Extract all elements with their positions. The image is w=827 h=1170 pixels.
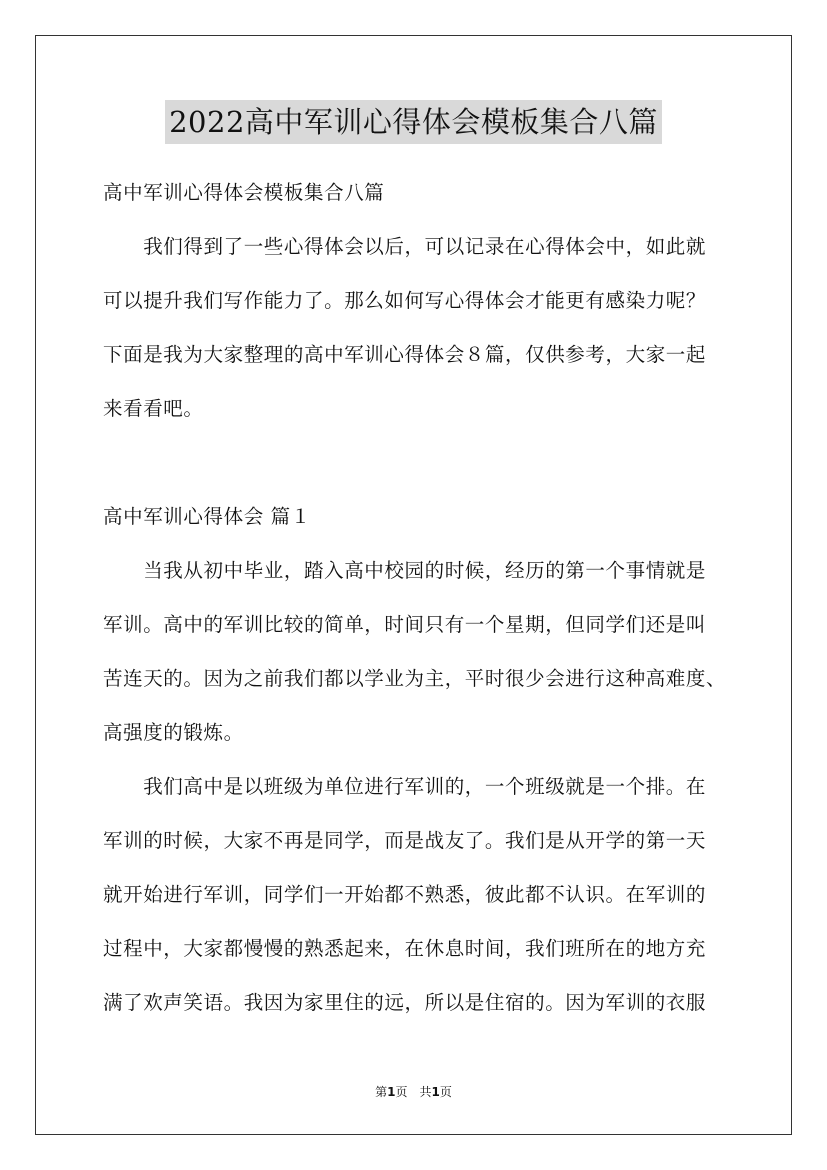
paragraph-line: 过程中，大家都慢慢的熟悉起来，在休息时间，我们班所在的地方充 xyxy=(103,937,707,960)
blank-line xyxy=(103,436,728,490)
paragraph-line: 下面是我为大家整理的高中军训心得体会８篇，仅供参考，大家一起 xyxy=(103,343,707,366)
section-heading: 高中军训心得体会 篇１ xyxy=(103,505,311,528)
subtitle: 高中军训心得体会模板集合八篇 xyxy=(103,181,385,204)
paragraph-line: 军训。高中的军训比较的简单，时间只有一个星期，但同学们还是叫 xyxy=(103,613,707,636)
page-footer xyxy=(0,1082,827,1102)
paragraph-line: 就开始进行军训，同学们一开始都不熟悉，彼此都不认识。在军训的 xyxy=(103,883,707,906)
document-body xyxy=(103,166,728,1030)
title-wrap xyxy=(0,100,827,144)
paragraph-line: 我们得到了一些心得体会以后，可以记录在心得体会中，如此就 xyxy=(103,235,707,258)
document-title: 2022高中军训心得体会模板集合八篇 xyxy=(165,100,662,144)
paragraph-line: 可以提升我们写作能力了。那么如何写心得体会才能更有感染力呢？ xyxy=(103,289,707,312)
paragraph-line: 满了欢声笑语。我因为家里住的远，所以是住宿的。因为军训的衣服 xyxy=(103,991,707,1014)
footer-prefix: 第 xyxy=(375,1085,388,1099)
paragraph-line: 当我从初中毕业，踏入高中校园的时候，经历的第一个事情就是 xyxy=(103,559,707,582)
footer-suffix: 页 xyxy=(439,1085,452,1099)
footer-mid: 页 共 xyxy=(395,1085,432,1099)
paragraph-line: 我们高中是以班级为单位进行军训的，一个班级就是一个排。在 xyxy=(103,775,707,798)
paragraph-line: 高强度的锻炼。 xyxy=(103,721,244,744)
current-page-number: 1 xyxy=(387,1085,396,1099)
total-page-number: 1 xyxy=(431,1085,440,1099)
paragraph-line: 来看看吧。 xyxy=(103,397,204,420)
paragraph-line: 苦连天的。因为之前我们都以学业为主，平时很少会进行这种高难度、 xyxy=(103,667,727,690)
paragraph-line: 军训的时候，大家不再是同学，而是战友了。我们是从开学的第一天 xyxy=(103,829,707,852)
